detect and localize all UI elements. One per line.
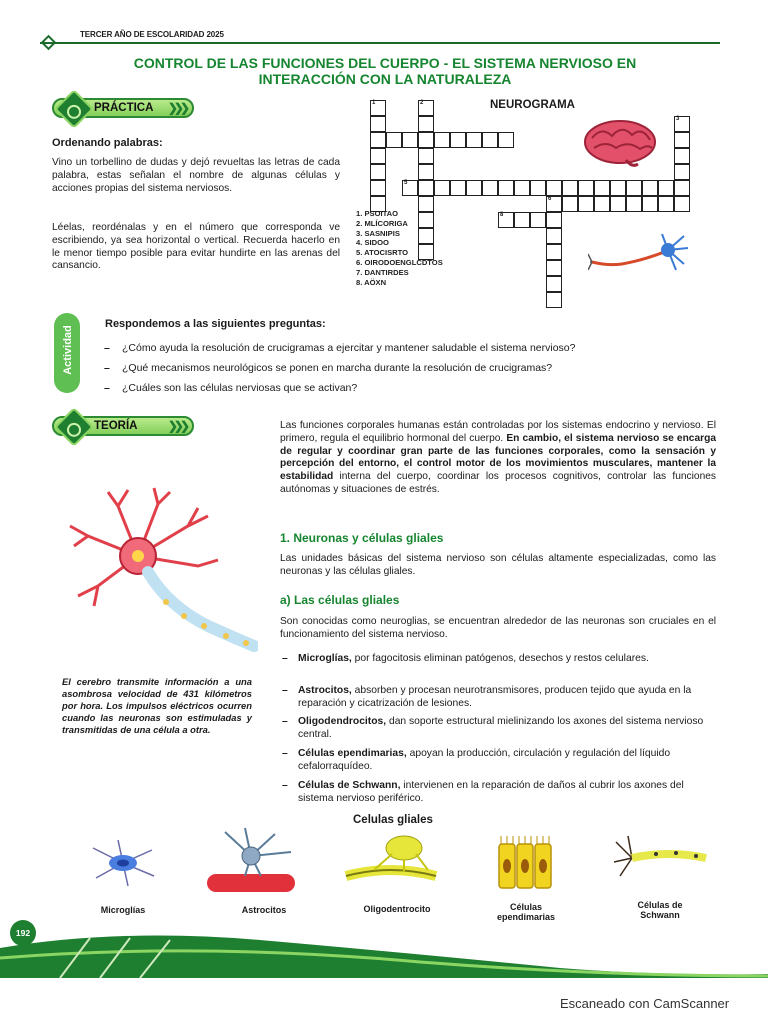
clue-1: 1. PSOITAO — [356, 209, 399, 218]
oligodendrocyte-icon — [344, 834, 438, 892]
crossword-cell[interactable] — [546, 244, 562, 260]
crossword-cell[interactable] — [626, 196, 642, 212]
crossword-cell[interactable] — [498, 212, 514, 228]
crossword-cell[interactable] — [578, 180, 594, 196]
theory-tab-label: TEORÍA — [94, 420, 138, 432]
crossword-cell-number: 2 — [420, 100, 424, 106]
page-title — [80, 55, 690, 87]
crossword-cell[interactable] — [418, 180, 434, 196]
activity-title: Respondemos a las siguientes preguntas: — [105, 318, 326, 330]
crossword-cell[interactable] — [674, 132, 690, 148]
crossword-cell[interactable] — [418, 148, 434, 164]
crossword-cell[interactable] — [546, 196, 562, 212]
crossword-cell[interactable] — [370, 116, 386, 132]
crossword-cell[interactable] — [370, 164, 386, 180]
page-number: 192 — [10, 920, 36, 946]
clue-8: 8. AÖXN — [356, 277, 387, 287]
bullet-astrocitos: – Astrocitos, absorben y procesan neurotransmisores, producen tejido que ayuda en la reparación y cicatrización de lesiones. — [282, 685, 718, 710]
crossword-cell[interactable] — [562, 180, 578, 196]
crossword-cell[interactable] — [402, 132, 418, 148]
title-line-1: CONTROL DE LAS FUNCIONES DEL CUERPO - EL SISTEMA NERVIOSO EN — [133, 55, 637, 71]
crossword-cell[interactable] — [546, 260, 562, 276]
crossword-cell[interactable] — [674, 196, 690, 212]
small-neuron-icon — [588, 230, 692, 282]
crossword-cell[interactable] — [514, 180, 530, 196]
section-neuronas-text: Las unidades básicas del sistema nervioso son células altamente especializadas, como las neuronas y las células gliales. — [280, 553, 716, 577]
subsection-gliales-text: Son conocidas como neuroglias, se encuentran alrededor de las neuronas son cruciales en el funcionamiento del sistema nervioso. — [280, 616, 716, 640]
scanner-watermark: Escaneado con CamScanner — [560, 996, 730, 1011]
brain-speed-caption: El cerebro transmite información a una asombrosa velocidad de 431 kilómetros por hora. Los impulsos eléctricos ocurren cuando las neuronas son estimuladas y transmitidas de una célula a otra. — [62, 676, 252, 735]
crossword-cell[interactable] — [546, 228, 562, 244]
bullet-microglias: – Microglías, por fagocitosis eliminan patógenos, desechos y restos celulares. — [282, 653, 718, 666]
activity-question-1: – ¿Cómo ayuda la resolución de crucigramas a ejercitar y mantener saludable el sistema nervioso? — [104, 342, 576, 354]
crossword-cell-number: 3 — [676, 116, 680, 122]
astrocyte-icon — [205, 826, 297, 896]
crossword-cell[interactable] — [546, 212, 562, 228]
section-neuronas-heading: 1. Neuronas y células gliales — [280, 531, 444, 545]
crossword-cell[interactable] — [546, 292, 562, 308]
crossword-cell-number: 8 — [500, 212, 504, 218]
crossword-cell-number: 5 — [404, 180, 408, 186]
bullet-oligodendrocitos: – Oligodendrocitos, dan soporte estructural mielinizando los axones del sistema nervioso central. — [282, 716, 718, 741]
schwann-cell-icon — [612, 832, 708, 878]
crossword-cell[interactable] — [594, 196, 610, 212]
crossword-cell[interactable] — [418, 116, 434, 132]
crossword-cell[interactable] — [642, 196, 658, 212]
crossword-cell[interactable] — [498, 180, 514, 196]
theory-tab — [52, 416, 194, 436]
practice-subheading: Ordenando palabras: — [52, 137, 163, 149]
crossword-cell[interactable] — [370, 180, 386, 196]
chevrons-icon: ❯❯❯ — [167, 101, 186, 115]
crossword-cell[interactable] — [610, 180, 626, 196]
grade-label: TERCER AÑO DE ESCOLARIDAD 2025 — [80, 30, 224, 39]
crossword-cell[interactable] — [674, 116, 690, 132]
neuron-illustration — [58, 486, 258, 656]
practice-paragraph-1: Vino un torbellino de dudas y dejó revueltas las letras de cada palabra, estas señalan el nombre de algunas células y acciones propias del sistema nerviosos. — [52, 157, 340, 194]
activity-question-3: – ¿Cuáles son las células nerviosas que se activan? — [104, 382, 358, 394]
crossword-cell[interactable] — [642, 180, 658, 196]
crossword-cell[interactable] — [482, 132, 498, 148]
crossword-cell[interactable] — [658, 180, 674, 196]
crossword-cell[interactable] — [434, 180, 450, 196]
subsection-gliales-heading: a) Las células gliales — [280, 593, 400, 607]
crossword-cell[interactable] — [434, 132, 450, 148]
microglia-icon — [88, 838, 158, 888]
activity-band-label: Actividad — [62, 325, 74, 375]
crossword-cell[interactable] — [466, 180, 482, 196]
theory-intro: Las funciones corporales humanas están controladas por los sistemas endocrino y nervioso. El primero, regula el equilibrio hormonal del cuerpo. En cambio, el sistema nervioso se encarga de regular y coordinar gran parte de las funciones corporales, como la sensación y percepción del entorno, el control motor de los movimientos musculares, mantener la estabilidad interna del cuerpo, coordinar los procesos cognitivos, controlar las funciones autónomas y situaciones de estrés. — [280, 420, 716, 495]
crossword-cell[interactable] — [530, 180, 546, 196]
glial-cells-title: Celulas gliales — [353, 814, 433, 826]
crossword-cell[interactable] — [562, 196, 578, 212]
activity-band — [54, 313, 80, 393]
chevrons-icon: ❯❯❯ — [167, 419, 186, 433]
title-line-2: INTERACCIÓN CON LA NATURALEZA — [258, 71, 512, 87]
bullet-schwann: – Células de Schwann, intervienen en la reparación de daños al cubrir los axones del sistema nervioso periférico. — [282, 780, 718, 805]
spiral-icon — [54, 407, 94, 447]
crossword-cell[interactable] — [626, 180, 642, 196]
crossword-cell[interactable] — [386, 132, 402, 148]
crossword-cell[interactable] — [498, 132, 514, 148]
crossword-cell[interactable] — [658, 196, 674, 212]
crossword-cell[interactable] — [370, 132, 386, 148]
activity-question-2: – ¿Qué mecanismos neurológicos se ponen en marcha durante la resolución de crucigramas? — [104, 362, 553, 374]
crossword-cell-number: 1 — [372, 100, 376, 106]
crossword-cell-number: 6 — [548, 196, 552, 202]
crossword-cell[interactable] — [674, 148, 690, 164]
crossword-cell[interactable] — [674, 180, 690, 196]
footer-wave — [0, 918, 768, 978]
crossword-cell[interactable] — [450, 132, 466, 148]
crossword-cell[interactable] — [418, 132, 434, 148]
crossword-cell[interactable] — [370, 148, 386, 164]
crossword-cell[interactable] — [674, 164, 690, 180]
clue-5: 5. ATOCISRTO — [356, 248, 409, 258]
clue-3: 3. SASNIPIS — [356, 228, 400, 238]
crossword-cell[interactable] — [402, 180, 418, 196]
spiral-icon — [54, 89, 94, 129]
practice-tab-label: PRÁCTICA — [94, 102, 154, 114]
crossword-cell[interactable] — [514, 212, 530, 228]
crossword-cell[interactable] — [594, 180, 610, 196]
glial-label-ependimarias: Células ependimarias — [496, 902, 556, 922]
crossword-cell[interactable] — [578, 196, 594, 212]
crossword-clues — [356, 209, 443, 287]
bullet-ependimarias: – Células ependimarias, apoyan la producción, circulación y regulación del líquido cefalorraquídeo. — [282, 748, 718, 773]
ependymal-cells-icon — [497, 834, 553, 892]
crossword-cell[interactable] — [466, 132, 482, 148]
glial-label-astrocitos: Astrocitos — [241, 905, 287, 915]
glial-label-schwann: Células de Schwann — [637, 900, 683, 920]
crossword-cell[interactable] — [482, 180, 498, 196]
brain-icon — [582, 118, 660, 170]
crossword-title: NEUROGRAMA — [490, 99, 575, 111]
crossword-cell[interactable] — [530, 212, 546, 228]
crossword-cell[interactable] — [610, 196, 626, 212]
glial-label-microglias: Microglías — [100, 905, 146, 915]
crossword-cell[interactable] — [370, 100, 386, 116]
glial-label-oligodendrocito: Oligodentrocito — [363, 904, 431, 914]
practice-tab — [52, 98, 194, 118]
practice-paragraph-2: Léelas, reordénalas y en el número que corresponda ve escribiendo, ya sea horizontal o vertical. Recuerda hacerlo en le menor tiempo posible para evitar hundirte en las arenas del cansancio. — [52, 222, 340, 272]
clue-2: 2. MLÍCORIGA — [356, 218, 408, 228]
clue-4: 4. SIDOO — [356, 238, 389, 248]
crossword-cell[interactable] — [546, 276, 562, 292]
crossword-cell[interactable] — [418, 164, 434, 180]
crossword-cell[interactable] — [418, 100, 434, 116]
header-rule — [40, 42, 720, 44]
clue-7: 7. DANTIRDES — [356, 267, 409, 277]
clue-6: 6. OIRODOENGLCDTOS — [356, 257, 443, 267]
crossword-cell[interactable] — [450, 180, 466, 196]
crossword-cell[interactable] — [546, 180, 562, 196]
